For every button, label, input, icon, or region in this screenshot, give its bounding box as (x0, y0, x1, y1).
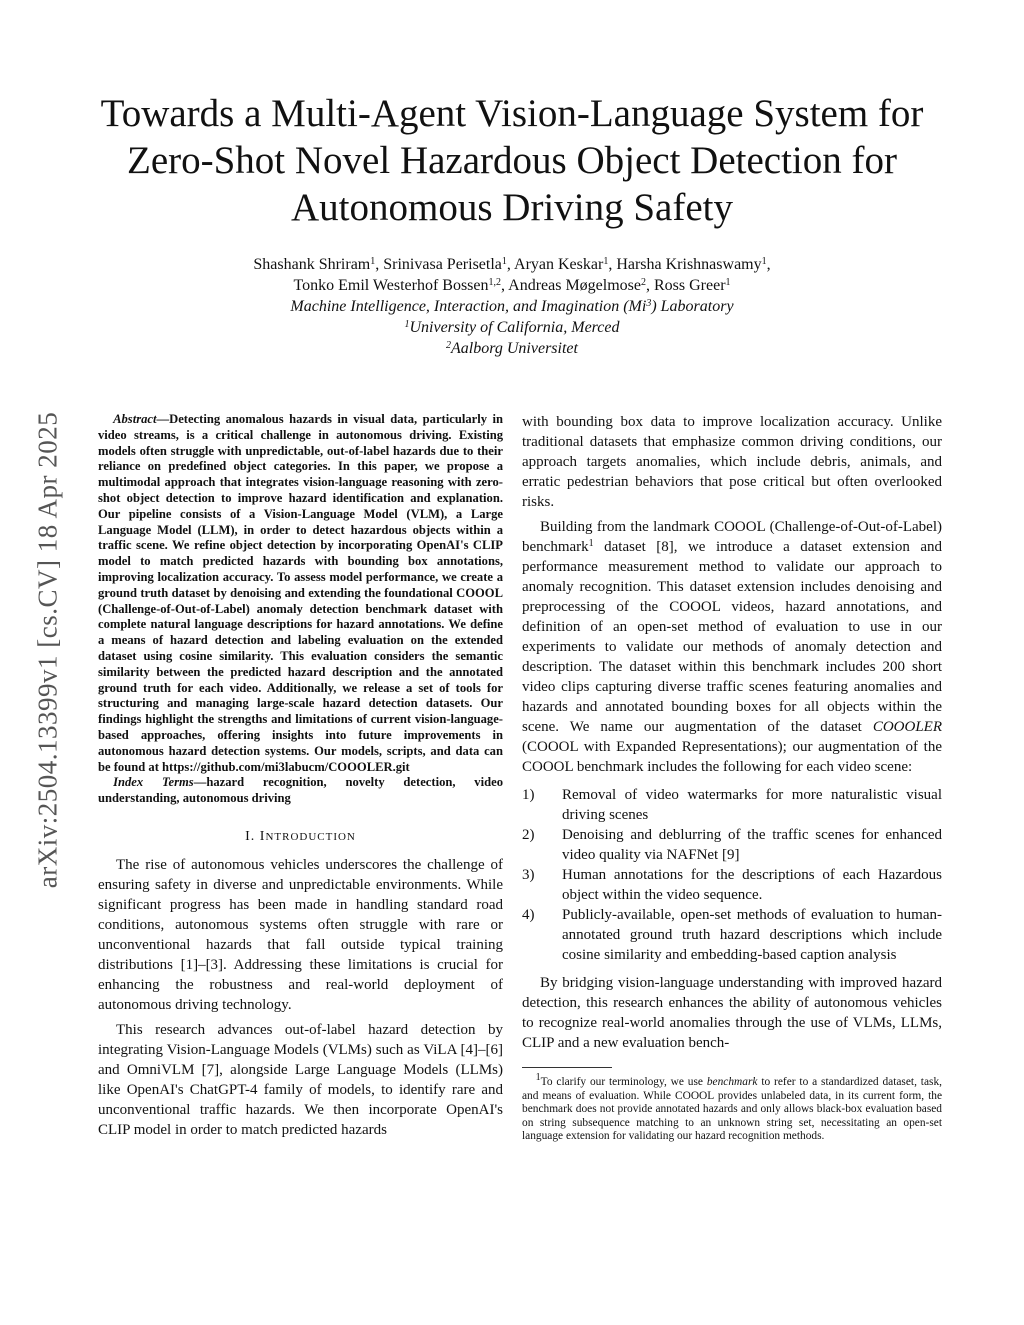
affiliation-1-sup: 1 (404, 319, 410, 330)
author-name: Shashank Shriram (253, 256, 371, 273)
right-paragraph-2 (522, 517, 942, 777)
footnote-marker: 1 (535, 1072, 541, 1083)
author-name: Harsha Krishnaswamy (616, 256, 762, 273)
list-item (522, 905, 942, 965)
author-affil-sup: 2 (641, 277, 646, 288)
author-separator: , (501, 277, 509, 294)
abstract-lead: Abstract (113, 412, 157, 426)
author-affil-sup: 1 (370, 256, 376, 267)
right-paragraph-1: with bounding box data to improve localization accuracy. Unlike traditional datasets that emphasize common driving conditions, our approach targets anomalies, which include debris, animals, and erratic pedestrian behaviors that pose critical but often overlooked risks. (522, 414, 942, 510)
right-paragraph-2-c: (COOOL with Expanded Representations); our augmentation of the COOOL benchmark includes the following for each video scene: (522, 739, 942, 775)
author-name: Aryan Keskar (514, 256, 604, 273)
author-separator: , (646, 277, 654, 294)
affiliation-2-name: Aalborg Universitet (451, 340, 578, 357)
author-affil-sup: 1 (761, 256, 767, 267)
list-item-text: Denoising and deblurring of the traffic scenes for enhanced video quality via NAFNet [9] (562, 827, 942, 863)
dataset-name-emphasis: COOOLER (872, 719, 942, 735)
affiliation-lab-suffix: ) Laboratory (651, 298, 734, 315)
author-separator: , (506, 256, 515, 273)
list-item (522, 785, 942, 825)
footnote-ref: 1 (588, 538, 594, 549)
author-block (80, 254, 944, 359)
footnote-text-a: To clarify our terminology, we use (540, 1076, 707, 1088)
author-separator: , (375, 256, 384, 273)
index-terms-text: —hazard recognition, novelty detection, video understanding, autonomous driving (98, 775, 503, 806)
author-affil-sup: 1,2 (488, 277, 502, 288)
affiliation-lab-name: Machine Intelligence, Interaction, and Imagination (Mi (290, 298, 647, 315)
footnote (522, 1072, 942, 1144)
list-item-text: Human annotations for the descriptions of each Hazardous object within the video sequence. (562, 867, 942, 903)
list-item-number: 3) (522, 867, 535, 883)
author-name: Tonko Emil Westerhof Bossen (293, 277, 489, 294)
list-item-number: 2) (522, 827, 535, 843)
section-numeral: I. (245, 828, 260, 844)
footnote-text-b: to refer to a standardized dataset, task, and means of evaluation. While COOOL provides unlabeled data, in its current form, the benchmark does not provide annotated hazards and only allows black-box evaluation based on string subsequence matching to an unknown string set, necessitating an open-set language extension for validating our hazard recognition methods. (522, 1076, 942, 1142)
right-column (522, 412, 942, 1144)
affiliation-2-sup: 2 (446, 340, 452, 351)
left-column (98, 412, 503, 1145)
author-line-1 (80, 254, 944, 275)
contribution-list (522, 785, 942, 965)
list-item (522, 865, 942, 905)
abstract-text: —Detecting anomalous hazards in visual data, particularly in video streams, is a critical challenge in autonomous driving. Existing models often struggle with unpredictable, out-of-label hazards due to their reliance on predefined object categories. In this paper, we propose a multimodal approach that integrates vision-language reasoning with zero-shot object detection to improve hazard identification and explanation. Our pipeline consists of a Vision-Language Model (VLM), a Large Language Model (LLM), in order to detect hazardous objects within a traffic scene. We refine object detection by incorporating OpenAI's CLIP model to match predicted hazards with bounding box annotations, improving localization accuracy. To assess model performance, we create a ground truth dataset by denoising and extending the foundational COOOL (Challenge-of-Out-of-Label) anomaly detection benchmark dataset with complete natural language descriptions for hazard annotations. We define a means of hazard detection and labeling evaluation on the extended dataset using cosine similarity. This evaluation considers the semantic similarity between the predicted hazard description and the annotated ground truth for each video. Additionally, we release a set of tools for structuring and managing large-scale hazard detection datasets. Our findings highlight the strengths and limitations of current vision-language-based approaches, offering insights into future improvements in autonomous hazard detection systems. Our models, scripts, and data can be found at https://github.com/mi3labucm/COOOLER.git (98, 412, 503, 774)
list-item (522, 825, 942, 865)
section-initial: I (259, 828, 266, 844)
paper-title: Towards a Multi-Agent Vision-Language System for Zero-Shot Novel Hazardous Object Detection for Autonomous Driving Safety (100, 92, 924, 229)
intro-paragraph-2: This research advances out-of-label hazard detection by integrating Vision-Language Models (VLMs) such as ViLA [4]–[6] and OmniVLM [7], alongside Large Language Models (LLMs) like OpenAI's ChatGPT-4 family of models, to identify rare and unconventional traffic hazards. We then incorporate OpenAI's CLIP model in order to match predicted hazards (98, 1021, 503, 1138)
author-name: Andreas Møgelmose (508, 277, 641, 294)
abstract (98, 412, 503, 775)
author-separator: , (766, 256, 771, 273)
section-small-caps: NTRODUCTION (265, 830, 356, 843)
author-separator: , (608, 256, 617, 273)
right-paragraph-3: By bridging vision-language understanding with improved hazard detection, this research enhances the ability of autonomous vehicles to recognize real-world anomalies through the use of VLMs, LLMs, CLIP and a new evaluation bench- (522, 975, 942, 1051)
author-affil-sup: 1 (603, 256, 609, 267)
index-terms-lead: Index Terms (113, 775, 194, 790)
affiliation-1-name: University of California, Merced (409, 319, 620, 336)
affiliation-lab (80, 296, 944, 317)
footnote-divider (522, 1067, 612, 1068)
list-item-text: Publicly-available, open-set methods of evaluation to human-annotated ground truth hazard descriptions which include cosine similarity and embedding-based caption analysis (562, 907, 942, 963)
index-terms (98, 775, 503, 807)
author-affil-sup: 1 (725, 277, 731, 288)
affiliation-1 (80, 317, 944, 338)
list-item-text: Removal of video watermarks for more naturalistic visual driving scenes (562, 787, 942, 823)
author-name: Srinivasa Perisetla (383, 256, 502, 273)
arxiv-identifier: arXiv:2504.13399v1 [cs.CV] 18 Apr 2025 (32, 411, 63, 889)
right-paragraph-2-a: Building from the landmark COOOL (Challenge-of-Out-of-Label) benchmark (522, 519, 942, 555)
author-affil-sup: 1 (501, 256, 507, 267)
section-heading-introduction (98, 829, 503, 845)
list-item-number: 4) (522, 907, 535, 923)
list-item-number: 1) (522, 787, 535, 803)
affiliation-2 (80, 338, 944, 359)
author-line-2 (80, 275, 944, 296)
affiliation-lab-sup: 3 (646, 298, 652, 309)
right-paragraph-2-b: dataset [8], we introduce a dataset extension and performance measurement method to validate our approach to anomaly recognition. This dataset extension includes denoising and preprocessing of the COOOL videos, hazard annotations, and definition of an open-set method of evaluation to use in our experiments to validate our methods of anomaly detection and description. The dataset within this benchmark includes 200 short video clips capturing diverse traffic scenes featuring anomalies and hazards and annotated bounding boxes for all objects within the scene. We name our augmentation of the dataset (522, 539, 942, 735)
intro-paragraph-1: The rise of autonomous vehicles underscores the challenge of ensuring safety in diverse and unpredictable environments. While significant progress has been made in handling standard road conditions, autonomous systems often struggle with rare or unconventional hazards that fall outside typical training distributions [1]–[3]. Addressing these limitations is crucial for enhancing the robustness and real-world deployment of autonomous driving technology. (98, 856, 503, 1013)
author-name: Ross Greer (654, 277, 726, 294)
footnote-emphasis: benchmark (706, 1076, 758, 1088)
arxiv-sidebar (28, 350, 68, 950)
